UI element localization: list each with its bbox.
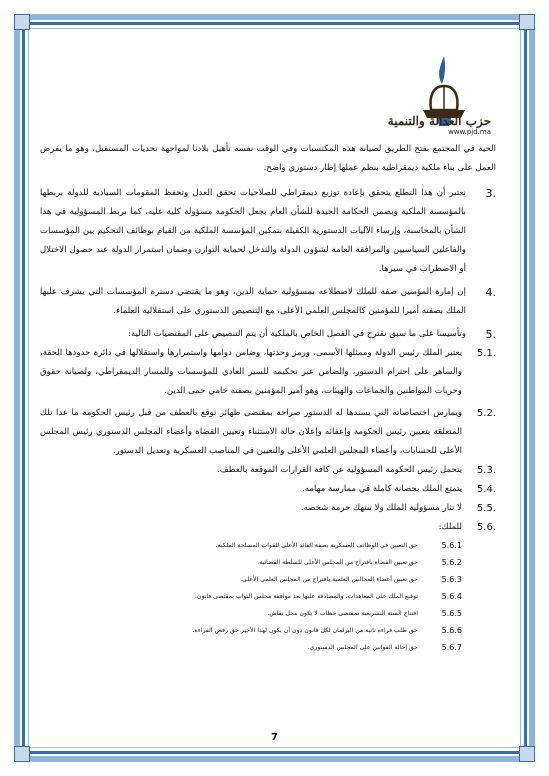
list-item [40,325,496,344]
brand-block [388,114,491,136]
sub-item-text: يتحمل رئيس الحكومة المسؤولية عن كافة القرارات الموقعة بالعطف. [217,465,462,475]
sub-sub-item-text: حق التعيين في الوظائف العسكرية بصفة القائد الأعلى للقوات المسلحة الملكية. [215,542,418,549]
list-item-text: نعتبر أن هذا التطلع يتحقق بإعادة توزيع ديمقراطي للصلاحيات تحقق العدل وتحفظ المقومات السيادية للدولة بربطها بالمؤسسة الملكية وبضمن الحكامة الجيدة للشأن العام بجعل الحكومة مسؤولة كلية عليه، كما بربط المسؤولية في هذا الشأن بالمحاسبة، وإرساء الآليات الدستورية الكفيلة بتمكين المؤسسة الملكية من القيام بوظائف التحكيم بين المؤسسات والفاعلين السياسيين والمرافقة العامة لشؤون الدولة والتدخل لحماية التوازن وضمان استمرار الدولة عند حصول الاختلال أو الاضطراب في سيرها. [40,188,466,274]
sub-sub-item-number: 5.6.1 [441,541,462,550]
sub-sub-item-text: حق تعيين القضاة باقتراح من المجلس الأعلى للسلطة القضائية. [257,559,418,566]
sub-sub-list-item [40,622,462,639]
sub-item-number: 5.2. [476,408,496,419]
list-item-number: 5. [485,328,496,341]
sub-sub-item-text: حق طلب قراءة ثانية من البرلمان لكل قانون دون أن يكون لهذا الأخير حق رفض القراءة. [192,627,418,634]
sub-sub-list-item [40,554,462,571]
list-item-number: 4. [485,286,496,299]
list-item-text: وتأسيسا على ما سبق نقترح في الفصل الخاص بالملكية أن يتم التنصيص على المقتضيات التالية: [128,329,466,339]
sub-sub-list-item [40,537,462,554]
document-body [40,140,496,656]
sub-sub-list-item [40,588,462,605]
sub-sub-list-item [40,571,462,588]
sub-item-number: 5.6. [476,522,496,533]
sub-sub-list [40,537,496,656]
sub-list-item [40,518,496,537]
page-number: 7 [271,732,278,743]
sub-item-number: 5.1. [476,348,496,359]
sub-sub-item-number: 5.6.4 [441,592,462,601]
sub-list-item [40,404,496,461]
sub-sub-item-text: توقيع الملك على المعاهدات، والمصادقة عليها بعد موافقة مجلس النواب بمقتضى قانون. [194,593,418,600]
sub-sub-list-item [40,639,462,656]
sub-sub-item-text: افتتاح السنة التشريعية بمقتضى خطاب لا يكون محل نقاش. [267,610,418,617]
sub-sub-item-number: 5.6.6 [441,626,462,635]
list-item-text: إن إمارة المؤمنين صفة للملك لاضطلاعه بمسؤولية حماية الدين، وهو ما يقتضي دسترة المؤسسات التي يشرف عليها الملك بصفته أميرا للمؤمنين كالمجلس العلمي الأعلى، مع التنصيص الدستوري على استقلالية العلماء. [40,287,466,316]
sub-list-item [40,344,496,401]
sub-sub-item-text: حق إحالة القوانين على المجلس الدستوري. [307,644,418,651]
sub-sub-item-number: 5.6.2 [441,558,462,567]
frame-corner-bottom-right [519,746,535,762]
sub-sub-item-text: حق تعيين أعضاء المجالس العلمية باقتراح من المجلس العلمي الأعلى. [240,576,418,583]
sub-list-item [40,499,496,518]
sub-list-item [40,480,496,499]
frame-corner-top-right [519,14,535,30]
frame-corner-bottom-left [14,746,30,762]
sub-list-item [40,461,496,480]
sub-sub-item-number: 5.6.5 [441,609,462,618]
list-item [40,283,496,321]
sub-item-text: للملك: [438,522,462,532]
sub-item-text: يعتبر الملك رئيس الدولة وممثلها الأسمى، ورمز وحدتها، وضامن دوامها واستمرارها واستقلالها في دائرة حدودها الحقة، والساهر على احترام الدستور، والضامن عبر تحكيمه للسير العادي للمؤسسات وللمسار الديمقراطي، ولصيانة حقوق وحريات المواطنين والجماعات والهيئات، وهو أمير المؤمنين بصفته حامي حمى الدين. [40,348,462,396]
sub-sub-item-number: 5.6.7 [441,643,462,652]
intro-paragraph: الحية في المجتمع بفتح الطريق لصيانة هذه المكتسبات وفي الوقت نفسه تأهيل بلادنا لمواجهة تحديات المستقبل، وهو ما يفرض العمل على بناء ملكية ديمقراطية بنظم عملها إطار دستوري واضح. [40,144,496,173]
sub-item-number: 5.5. [476,503,496,514]
sub-item-number: 5.3. [476,465,496,476]
frame-corner-top-left [14,14,30,30]
sub-item-text: لا تثار مسؤولية الملك ولا تنتهك حرمة شخصه. [300,503,462,513]
sub-sub-item-number: 5.6.3 [441,575,462,584]
sub-item-number: 5.4. [476,484,496,495]
sub-item-text: يتمتع الملك بحصانة كاملة في ممارسة مهامه. [302,484,462,494]
sub-sub-list-item [40,605,462,622]
brand-url: www.pjd.ma [448,128,491,136]
list-item-number: 3. [485,187,496,200]
list-item [40,184,496,279]
sub-item-text: ويمارس اختصاصاته التي يسندها له الدستور صراحة بمقتضى ظهائر توقع بالعطف من قبل رئيس الحكومة ما عدا تلك المتعلقة بتعيين رئيس الحكومة وإعفائه وإعلان حالة الاستثناء وتعيين القضاة وأعضاء المجلس الدستوري رئيس المجلس الأعلى للحسابات، وأعضاء المجلس العلمي الأعلى والتعيين في المناصب العسكرية وتعديل الدستور. [40,408,462,456]
brand-name: حزب العدالة والتنمية [387,114,491,128]
